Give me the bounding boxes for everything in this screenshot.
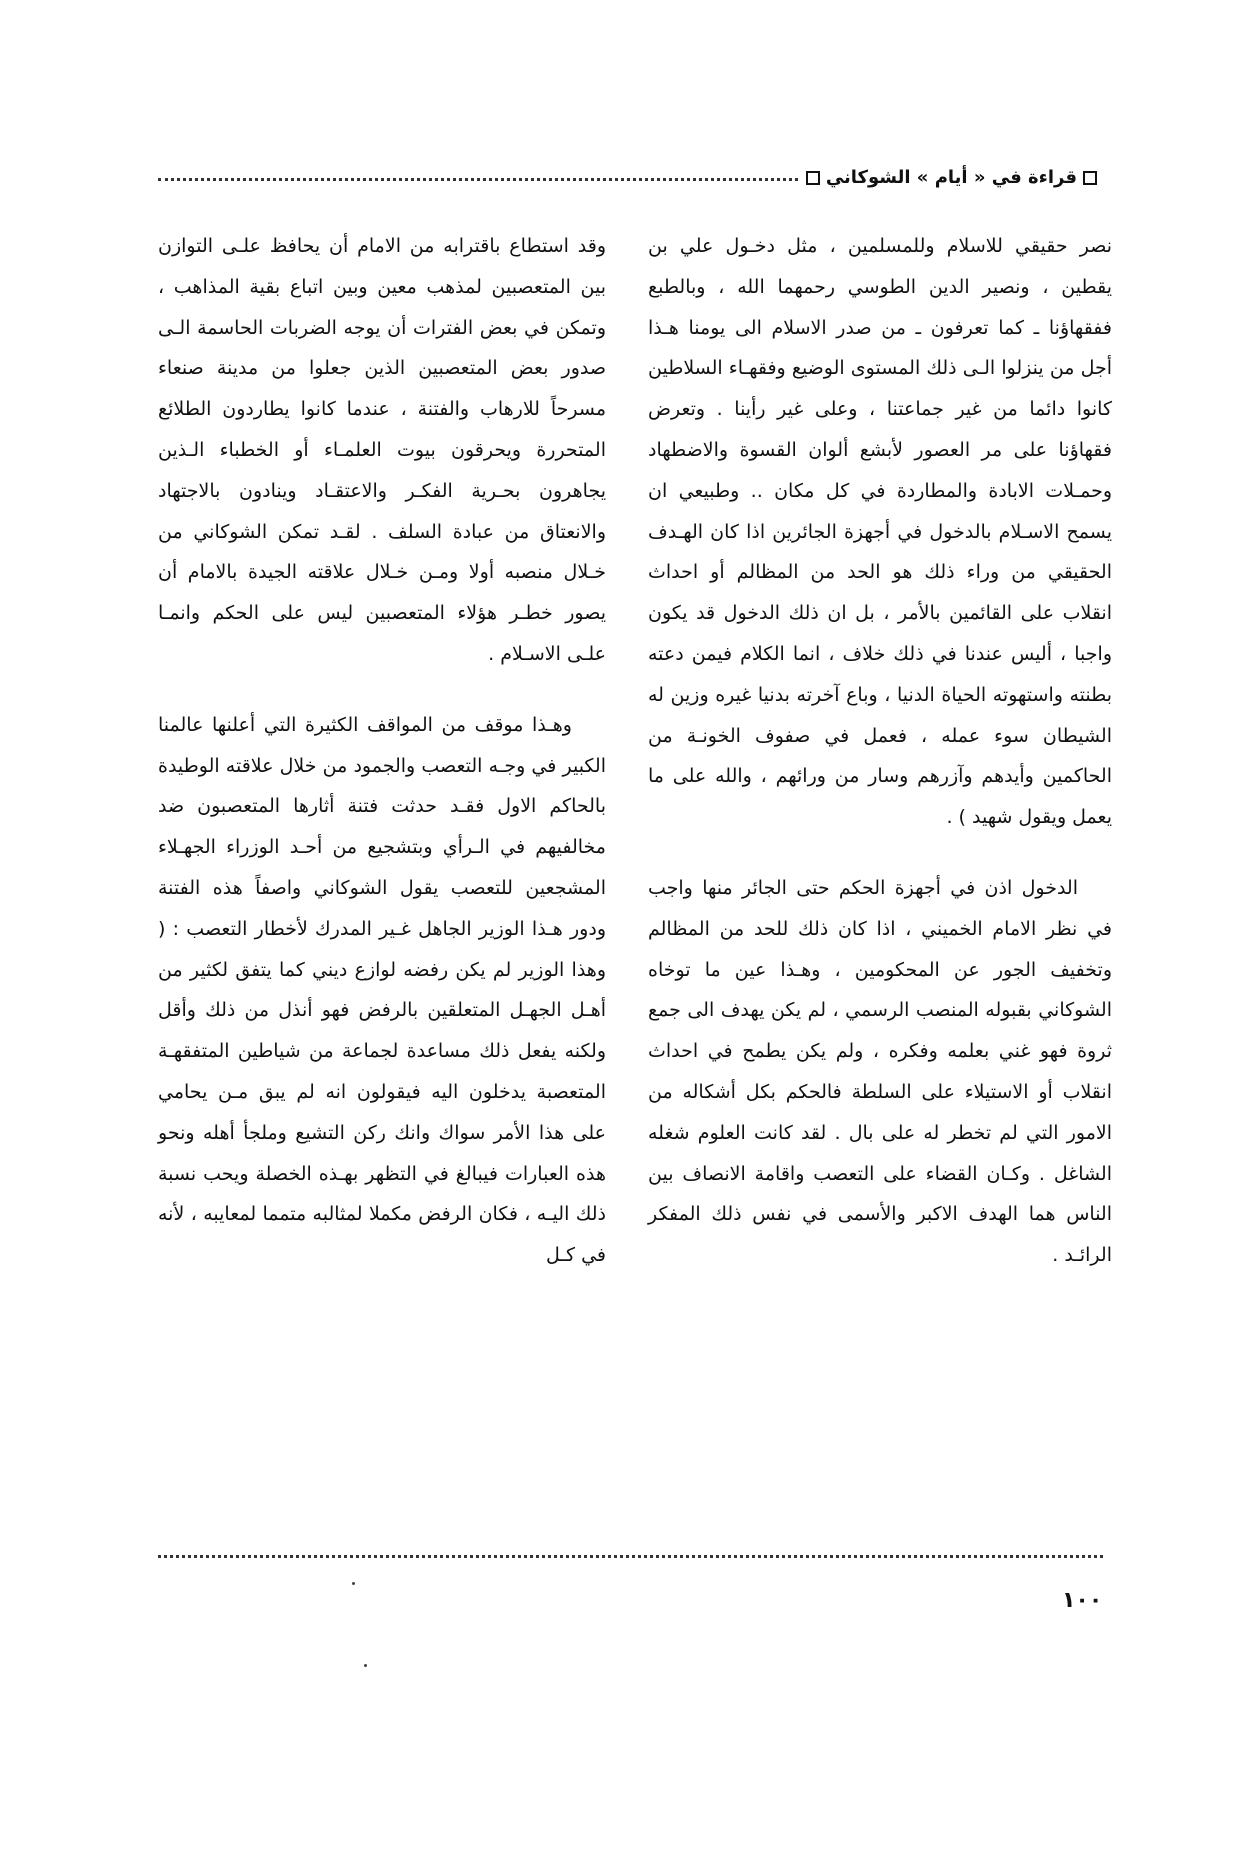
square-bullet-icon	[806, 171, 820, 185]
header-title: قراءة في « أيام » الشوكاني	[825, 167, 1077, 188]
header-dotted-rule	[158, 178, 798, 181]
left-text-column	[158, 226, 606, 1276]
scan-speck	[352, 1582, 355, 1585]
footer-dotted-rule	[158, 1555, 1103, 1558]
paragraph: الدخول اذن في أجهزة الحكم حتى الجائر منها واجب في نظر الامام الخميني ، اذا كان ذلك للحد من المظالم وتخفيف الجور عن المحكومين ، وهـذا عين ما توخاه الشوكاني بقبوله المنصب الرسمي ، لم يكن يهدف الى جمع ثروة فهو غني بعلمه وفكره ، ولم يكن يطمح في احداث انقلاب أو الاستيلاء على السلطة فالحكم بكل أشكاله من الامور التي لم تخطر له على بال . لقد كانت العلوم شغله الشاغل . وكـان القضاء على التعصب واقامة الانصاف بين الناس هما الهدف الاكبر والأسمى في نفس ذلك المفكر الرائـد .	[648, 876, 1112, 1267]
page-number: ١٠٠	[1062, 1588, 1103, 1613]
running-header	[158, 160, 1103, 196]
paragraph: نصر حقيقي للاسلام وللمسلمين ، مثل دخـول علي بن يقطين ، ونصير الدين الطوسي رحمهما الله ، وبالطبع ففقهاؤنا ـ كما تعرفون ـ من صدر الاسلام الى يومنا هـذا أجل من ينزلوا الـى ذلك المستوى الوضيع وفقهـاء السلاطين كانوا دائما من غير جماعتنا ، وعلى غير رأينا . وتعرض فقهاؤنا على مر العصور لأبشع ألوان القسوة والاضطهاد وحمـلات الابادة والمطاردة في كل مكان .. وطبيعي ان يسمح الاسـلام بالدخول في أجهزة الجائرين اذا كان الهـدف الحقيقي من وراء ذلك هو الحد من المظالم أو احداث انقلاب على القائمين بالأمر ، بل ان ذلك الدخول قد يكون واجبا ، أليس عندنا في ذلك خلاف ، انما الكلام فيمن دعته بطنته واستهوته الحياة الدنيا ، وباع آخرته بدنيا غيره وزين له الشيطان سوء عمله ، فعمل في صفوف الخونـة من الحاكمين وأيدهم وآزرهم وسار من ورائهم ، والله على ما يعمل ويقول شهيد ) .	[648, 235, 1112, 829]
header-title-block	[800, 160, 1103, 196]
right-text-column	[648, 226, 1112, 1276]
scan-speck	[364, 1664, 367, 1667]
paragraph: وهـذا موقف من المواقف الكثيرة التي أعلنها عالمنا الكبير في وجـه التعصب والجمود من خلال علاقته الوطيدة بالحاكم الاول فقـد حدثت فتنة أثارها المتعصبون ضد مخالفيهم في الـرأي وبتشجيع من أحـد الوزراء الجهـلاء المشجعين للتعصب يقول الشوكاني واصفاً هذه الفتنة ودور هـذا الوزير الجاهل غـير المدرك لأخطار التعصب : ( وهذا الوزير لم يكن رفضه لوازع ديني كما يتفق لكثير من أهـل الجهـل المتعلقين بالرفض فهو أنذل من ذلك وأقل ولكنه يفعل ذلك مساعدة لجماعة من شياطين المتفقهـة المتعصبة يدخلون اليه فيقولون انه لم يبق مـن يحامي على هذا الأمر سواك وانك ركن التشيع وملجأ أهله ونحو هذه العبارات فيبالغ في التظهر بهـذه الخصلة ويحب نسبة ذلك اليـه ، فكان الرفض مكملا لمثالبه متمما لمعايبه ، لأنه في كـل	[158, 713, 606, 1267]
paragraph: وقد استطاع باقترابه من الامام أن يحافظ علـى التوازن بين المتعصبين لمذهب معين وبين اتباع بقية المذاهب ، وتمكن في بعض الفترات أن يوجه الضربات الحاسمة الـى صدور بعض المتعصبين الذين جعلوا من مدينة صنعاء مسرحاً للارهاب والفتنة ، عندما كانوا يطاردون الطلائع المتحررة ويحرقون بيوت العلمـاء أو الخطباء الـذين يجاهرون بحـرية الفكـر والاعتقـاد وينادون بالاجتهاد والانعتاق من عبادة السلف . لقـد تمكن الشوكاني من خـلال منصبه أولا ومـن خـلال علاقته الجيدة بالامام أن يصور خطـر هؤلاء المتعصبين ليس على الحكم وانمـا علـى الاسـلام .	[158, 235, 606, 665]
square-bullet-icon	[1083, 171, 1097, 185]
